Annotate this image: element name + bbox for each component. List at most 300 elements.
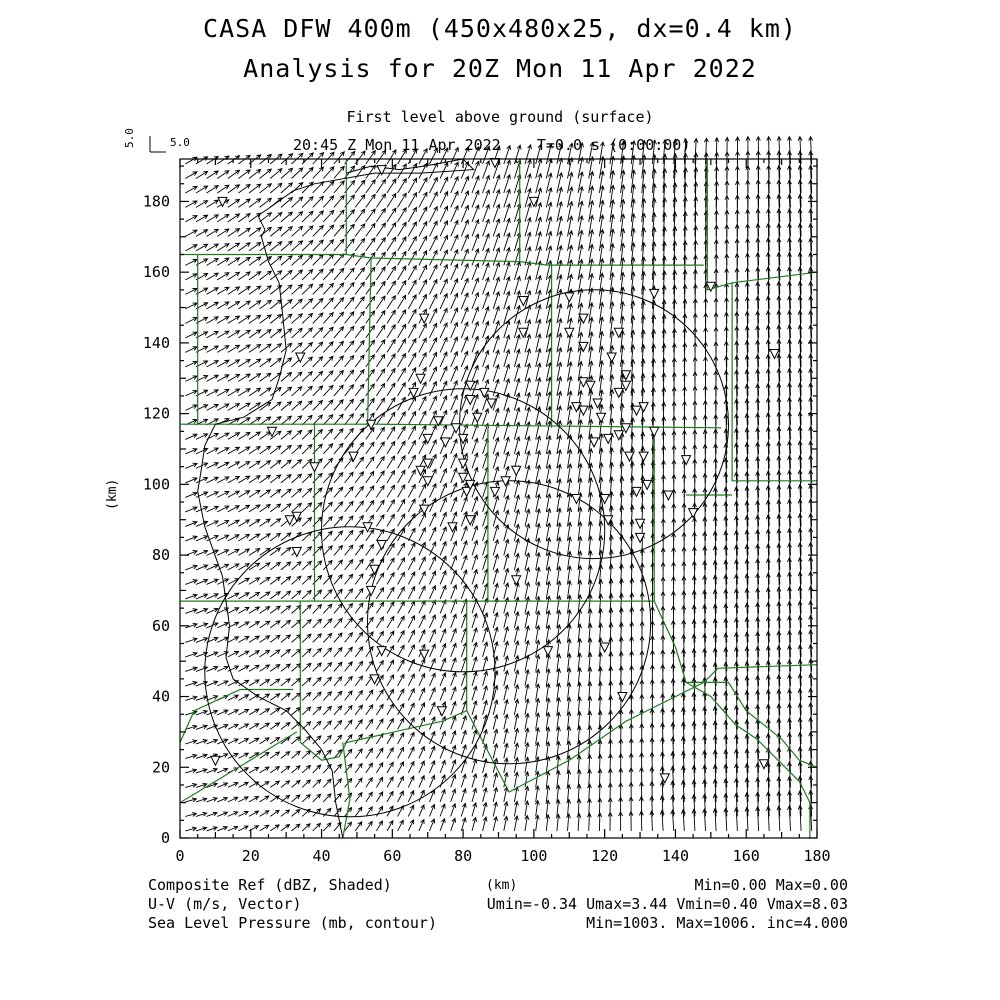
wind-vector <box>185 827 196 831</box>
wind-vector <box>483 555 488 570</box>
wind-vector <box>302 401 312 411</box>
wind-vector <box>313 167 324 178</box>
station-marker <box>579 342 588 351</box>
wind-vector <box>323 386 333 396</box>
wind-vector <box>398 499 405 512</box>
wind-vector <box>440 760 445 773</box>
wind-vector <box>185 769 196 773</box>
wind-vector <box>281 227 292 237</box>
wind-vector <box>228 520 239 526</box>
wind-vector <box>461 555 467 570</box>
wind-vector <box>387 267 396 280</box>
wind-vector <box>185 580 197 585</box>
wind-vector <box>270 169 282 179</box>
wind-vector <box>398 179 407 193</box>
wind-vector <box>504 539 509 555</box>
wind-vector <box>398 718 404 729</box>
wind-vector <box>472 759 477 773</box>
wind-vector <box>260 446 271 454</box>
station-marker <box>689 509 698 518</box>
wind-vector <box>440 250 447 265</box>
wind-vector <box>334 225 344 237</box>
wind-vector <box>270 665 280 672</box>
wind-vector <box>302 474 312 483</box>
wind-vector <box>461 235 468 251</box>
station-marker <box>367 586 376 595</box>
wind-vector <box>440 396 447 411</box>
wind-vector <box>281 212 292 222</box>
y-tick-label: 60 <box>151 616 170 635</box>
wind-vector <box>376 296 385 309</box>
wind-vector <box>292 824 300 831</box>
station-marker <box>437 707 446 716</box>
wind-vector <box>355 370 364 382</box>
wind-vector <box>302 270 313 280</box>
wind-vector <box>430 221 438 236</box>
wind-vector <box>408 587 414 599</box>
wind-vector <box>525 582 530 599</box>
wind-vector <box>217 331 229 338</box>
wind-vector <box>525 684 529 700</box>
wind-vector <box>238 301 250 309</box>
wind-vector <box>238 243 250 251</box>
wind-vector <box>355 311 364 323</box>
wind-vector <box>451 366 458 381</box>
wind-vector <box>196 769 207 773</box>
wind-vector <box>408 207 416 222</box>
wind-vector <box>292 314 303 324</box>
wind-vector <box>440 308 447 323</box>
station-marker <box>607 353 616 362</box>
wind-vector <box>302 343 312 353</box>
wind-vector <box>185 492 197 497</box>
wind-vector <box>376 311 385 324</box>
wind-vector <box>451 293 458 309</box>
wind-vector <box>196 215 208 222</box>
wind-vector <box>292 197 303 207</box>
wind-vector <box>525 597 530 614</box>
wind-vector <box>577 814 581 831</box>
wind-vector <box>408 280 416 294</box>
wind-vector <box>504 714 509 729</box>
wind-vector <box>238 185 250 194</box>
wind-vector <box>207 331 219 338</box>
wind-vector <box>313 269 323 280</box>
wind-vector <box>440 206 448 222</box>
wind-vector <box>323 721 331 730</box>
wind-vector <box>419 207 427 222</box>
wind-vector <box>387 150 396 164</box>
wind-vector <box>355 486 363 497</box>
wind-vector <box>387 660 394 671</box>
wind-vector <box>196 740 207 744</box>
wind-vector <box>228 360 240 367</box>
wind-vector <box>302 357 312 367</box>
wind-vector <box>408 353 416 367</box>
wind-vector <box>599 142 604 164</box>
wind-vector <box>440 629 446 642</box>
wind-vector <box>238 812 248 817</box>
wind-vector <box>355 603 363 613</box>
wind-vector <box>302 328 312 338</box>
wind-vector <box>387 179 396 193</box>
wind-vector <box>228 608 239 614</box>
wind-vector <box>440 819 445 831</box>
wind-vector <box>535 801 539 817</box>
wind-vector <box>313 226 324 237</box>
footer-field1-stats: Min=0.00 Max=0.00 <box>694 876 848 894</box>
wind-vector <box>536 728 540 744</box>
wind-vector <box>376 777 382 787</box>
wind-vector <box>366 501 374 512</box>
wind-vector <box>514 816 518 831</box>
y-tick-label: 80 <box>151 546 170 565</box>
wind-vector <box>366 690 373 700</box>
wind-vector <box>472 657 477 671</box>
wind-vector <box>461 541 467 556</box>
wind-vector <box>323 619 332 628</box>
wind-vector <box>323 371 333 382</box>
wind-vector <box>376 704 383 715</box>
wind-vector <box>483 671 488 686</box>
wind-vector <box>419 601 425 614</box>
station-marker <box>650 427 659 436</box>
wind-vector <box>302 663 311 671</box>
wind-vector <box>483 657 488 672</box>
wind-vector <box>345 691 353 700</box>
wind-vector <box>270 533 280 541</box>
wind-vector <box>355 574 363 585</box>
wind-vector <box>387 675 394 686</box>
station-marker <box>643 480 652 489</box>
wind-vector <box>270 723 279 730</box>
wind-vector <box>398 470 405 483</box>
wind-vector <box>525 611 530 628</box>
wind-vector <box>270 227 282 236</box>
y-tick-label: 40 <box>151 687 170 706</box>
wind-vector <box>366 238 375 251</box>
wind-vector <box>440 338 447 353</box>
wind-vector <box>270 621 280 628</box>
wind-vector <box>323 225 333 236</box>
wind-vector <box>472 278 479 294</box>
x-tick-label: 160 <box>732 847 760 865</box>
wind-vector <box>292 474 302 483</box>
wind-vector <box>323 590 332 599</box>
wind-vector <box>249 695 259 701</box>
wind-vector <box>419 747 425 759</box>
wind-vector <box>323 736 331 744</box>
wind-vector <box>546 786 550 802</box>
wind-vector <box>419 192 427 207</box>
wind-vector <box>398 485 405 498</box>
wind-vector <box>207 463 219 469</box>
wind-vector <box>313 284 323 295</box>
wind-vector <box>440 804 445 816</box>
wind-vector <box>302 576 311 585</box>
wind-vector <box>493 554 498 570</box>
wind-vector <box>281 285 292 294</box>
wind-vector <box>345 268 355 280</box>
wind-vector <box>408 426 415 439</box>
wind-vector <box>345 618 353 628</box>
time-label: 20:45 Z Mon 11 Apr 2022 T=0.0 s (0:00:00) <box>293 136 691 154</box>
wind-vector <box>398 441 405 454</box>
wind-vector <box>398 237 406 251</box>
wind-vector <box>767 137 771 164</box>
wind-vector <box>472 234 479 251</box>
wind-vector <box>472 526 478 541</box>
wind-vector <box>281 431 291 440</box>
wind-vector <box>525 772 529 788</box>
wind-vector <box>440 571 446 585</box>
wind-vector <box>546 611 550 628</box>
wind-vector <box>228 491 239 497</box>
wind-vector <box>536 669 540 686</box>
wind-vector <box>461 658 466 672</box>
wind-vector <box>514 554 519 570</box>
wind-vector <box>260 738 270 744</box>
station-marker <box>512 576 521 585</box>
wind-vector <box>398 616 405 628</box>
wind-vector <box>472 220 479 237</box>
wind-vector <box>472 249 479 266</box>
wind-vector <box>504 700 509 715</box>
wind-vector <box>334 443 343 454</box>
wind-vector <box>185 667 197 671</box>
wind-vector <box>217 317 229 324</box>
station-marker <box>590 438 599 447</box>
wind-vector <box>451 352 458 367</box>
wind-vector <box>366 792 373 802</box>
wind-vector <box>430 586 436 599</box>
wind-vector <box>345 399 354 410</box>
station-marker <box>579 314 588 323</box>
wind-vector <box>366 194 375 207</box>
wind-vector <box>398 602 405 614</box>
wind-vector <box>419 761 425 773</box>
station-marker <box>565 293 574 302</box>
wind-vector <box>313 415 323 425</box>
wind-vector <box>440 542 446 556</box>
wind-vector <box>313 371 323 381</box>
wind-vector <box>323 313 333 324</box>
wind-vector <box>451 483 457 498</box>
wind-vector <box>451 220 458 236</box>
wind-vector <box>196 812 207 816</box>
wind-vector <box>292 635 301 643</box>
wind-vector <box>556 785 560 802</box>
wind-vector <box>398 222 407 236</box>
wind-vector <box>440 425 447 439</box>
wind-vector <box>366 603 373 614</box>
wind-vector <box>238 389 250 396</box>
wind-vector <box>430 265 437 280</box>
wind-vector <box>270 183 282 193</box>
wind-vector <box>228 826 238 831</box>
wind-vector <box>461 672 466 686</box>
wind-vector <box>355 457 363 468</box>
wind-vector <box>270 402 281 410</box>
wind-vector <box>270 694 280 701</box>
wind-vector <box>313 678 321 686</box>
wind-vector <box>398 558 405 570</box>
wind-vector <box>440 790 445 802</box>
wind-vector <box>504 758 508 773</box>
wind-vector <box>451 498 457 512</box>
wind-vector <box>387 704 393 715</box>
wind-vector <box>238 520 249 527</box>
wind-vector <box>376 282 385 295</box>
wind-vector <box>196 521 208 526</box>
wind-vector <box>345 531 353 541</box>
wind-vector <box>185 303 197 309</box>
wind-vector <box>440 294 447 309</box>
wind-vector <box>493 525 498 541</box>
station-marker <box>416 374 425 383</box>
wind-vector <box>217 783 227 788</box>
wind-vector <box>376 398 384 410</box>
wind-vector <box>334 239 344 251</box>
wind-vector <box>270 446 281 454</box>
wind-vector <box>345 720 352 729</box>
wind-vector <box>238 739 248 744</box>
wind-vector <box>238 491 249 498</box>
x-tick-label: 60 <box>383 847 402 865</box>
wind-vector <box>387 383 395 396</box>
wind-vector <box>302 168 313 179</box>
wind-vector <box>461 308 468 324</box>
wind-vector <box>387 427 395 440</box>
wind-vector <box>398 266 406 280</box>
wind-vector <box>408 266 416 280</box>
station-marker <box>565 328 574 337</box>
wind-vector <box>302 197 313 208</box>
wind-vector <box>355 530 363 541</box>
wind-vector <box>419 703 425 715</box>
wind-vector <box>207 827 218 831</box>
wind-vector <box>249 767 259 773</box>
wind-vector <box>217 404 229 410</box>
wind-vector <box>238 432 250 439</box>
wind-vector <box>323 502 332 512</box>
station-marker <box>420 650 429 659</box>
wind-vector <box>355 807 362 816</box>
wind-vector <box>313 255 323 266</box>
wind-vector <box>504 554 509 570</box>
wind-vector <box>313 707 321 715</box>
wind-vector <box>493 700 498 715</box>
wind-vector <box>483 686 488 701</box>
wind-vector <box>366 384 375 396</box>
wind-vector <box>217 171 229 179</box>
wind-vector <box>387 573 394 585</box>
wind-vector <box>451 702 456 715</box>
wind-vector <box>660 811 664 831</box>
station-marker <box>310 463 319 472</box>
wind-vector <box>207 696 218 701</box>
wind-vector <box>334 268 344 280</box>
station-marker <box>370 675 379 684</box>
wind-vector <box>366 442 374 454</box>
wind-vector <box>408 791 414 802</box>
wind-vector <box>196 827 207 831</box>
wind-vector <box>387 223 396 237</box>
wind-vector <box>440 279 447 294</box>
wind-vector <box>355 647 363 657</box>
wind-vector <box>292 416 302 425</box>
wind-vector <box>249 388 260 396</box>
wind-vector <box>281 241 292 251</box>
wind-vector <box>430 309 437 324</box>
wind-vector <box>313 765 321 773</box>
wind-vector <box>387 529 394 541</box>
wind-vector <box>185 754 196 758</box>
wind-vector <box>387 281 395 294</box>
wind-vector <box>238 549 249 555</box>
wind-vector <box>408 703 414 715</box>
wind-vector <box>419 805 424 817</box>
wind-vector <box>323 327 333 338</box>
wind-vector <box>249 170 261 179</box>
wind-vector <box>302 795 310 802</box>
wind-vector <box>366 209 375 222</box>
wind-vector <box>376 427 384 439</box>
wind-vector <box>376 413 384 425</box>
wind-vector <box>376 223 385 236</box>
wind-vector <box>472 263 479 280</box>
wind-vector <box>207 608 219 613</box>
wind-vector <box>270 242 282 251</box>
wind-vector <box>185 813 196 817</box>
wind-vector <box>461 249 468 265</box>
wind-vector <box>302 299 313 309</box>
wind-vector <box>217 273 229 280</box>
wind-vector <box>408 310 416 324</box>
wind-vector <box>207 652 218 657</box>
wind-vector <box>292 780 301 787</box>
wind-vector <box>387 500 394 512</box>
wind-vector <box>302 415 312 425</box>
wind-vector <box>451 381 458 396</box>
wind-vector <box>345 647 353 657</box>
wind-vector <box>483 628 488 643</box>
station-marker <box>636 519 645 528</box>
wind-vector <box>451 541 457 555</box>
wind-vector <box>217 477 229 483</box>
wind-vector <box>451 789 456 802</box>
wind-vector <box>440 688 446 701</box>
wind-vector <box>292 328 303 338</box>
wind-vector <box>514 758 518 773</box>
wind-vector <box>387 442 395 454</box>
wind-vector <box>228 564 239 570</box>
wind-vector <box>249 286 261 294</box>
wind-vector <box>472 613 477 628</box>
wind-vector <box>483 759 488 773</box>
wind-vector <box>334 706 342 715</box>
wind-vector <box>270 329 281 338</box>
wind-vector <box>196 536 208 541</box>
wind-vector <box>376 500 384 512</box>
wind-vector <box>217 666 228 671</box>
wind-vector <box>461 789 466 802</box>
wind-vector <box>756 137 760 164</box>
wind-vector <box>472 555 478 570</box>
wind-vector <box>366 617 373 628</box>
wind-vector <box>440 177 448 193</box>
wind-vector <box>323 633 331 642</box>
